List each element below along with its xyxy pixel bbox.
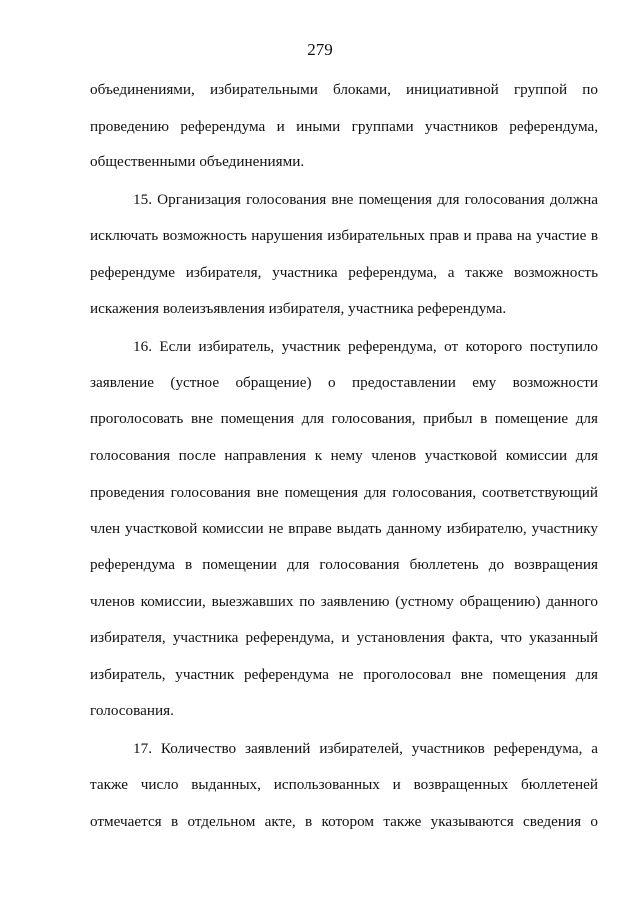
text-line: отмечается в отдельном акте, в котором также указываются сведения о <box>90 813 598 830</box>
text-line: референдуме избирателя, участника референдума, а также возможность <box>90 264 598 281</box>
page-number: 279 <box>307 40 333 59</box>
text-line: 16. Если избиратель, участник референдума, от которого поступило <box>133 338 598 355</box>
text-line: голосования после направления к нему членов участковой комиссии для <box>90 447 598 464</box>
text-line: членов комиссии, выезжавших по заявлению (устному обращению) данного <box>90 593 598 610</box>
text-line: избирателя, участника референдума, и установления факта, что указанный <box>90 629 598 646</box>
text-line: 15. Организация голосования вне помещения для голосования должна <box>133 191 598 208</box>
text-line: общественными объединениями. <box>90 153 305 170</box>
text-line: проголосовать вне помещения для голосования, прибыл в помещение для <box>90 410 598 427</box>
text-line: референдума в помещении для голосования бюллетень до возвращения <box>90 556 598 573</box>
text-line: исключать возможность нарушения избирательных прав и права на участие в <box>90 227 598 244</box>
text-line: проведения голосования вне помещения для голосования, соответствующий <box>90 484 598 501</box>
text-line: также число выданных, использованных и возвращенных бюллетеней <box>90 776 598 793</box>
text-line: избиратель, участник референдума не проголосовал вне помещения для <box>90 666 598 683</box>
text-line: голосования. <box>90 702 174 719</box>
text-line: член участковой комиссии не вправе выдать данному избирателю, участнику <box>90 520 598 537</box>
text-line: искажения волеизъявления избирателя, участника референдума. <box>90 300 507 317</box>
text-line: 17. Количество заявлений избирателей, участников референдума, а <box>133 740 598 757</box>
text-line: проведению референдума и иными группами участников референдума, <box>90 118 598 135</box>
text-line: объединениями, избирательными блоками, инициативной группой по <box>90 81 598 98</box>
text-line: заявление (устное обращение) о предоставлении ему возможности <box>90 374 598 391</box>
